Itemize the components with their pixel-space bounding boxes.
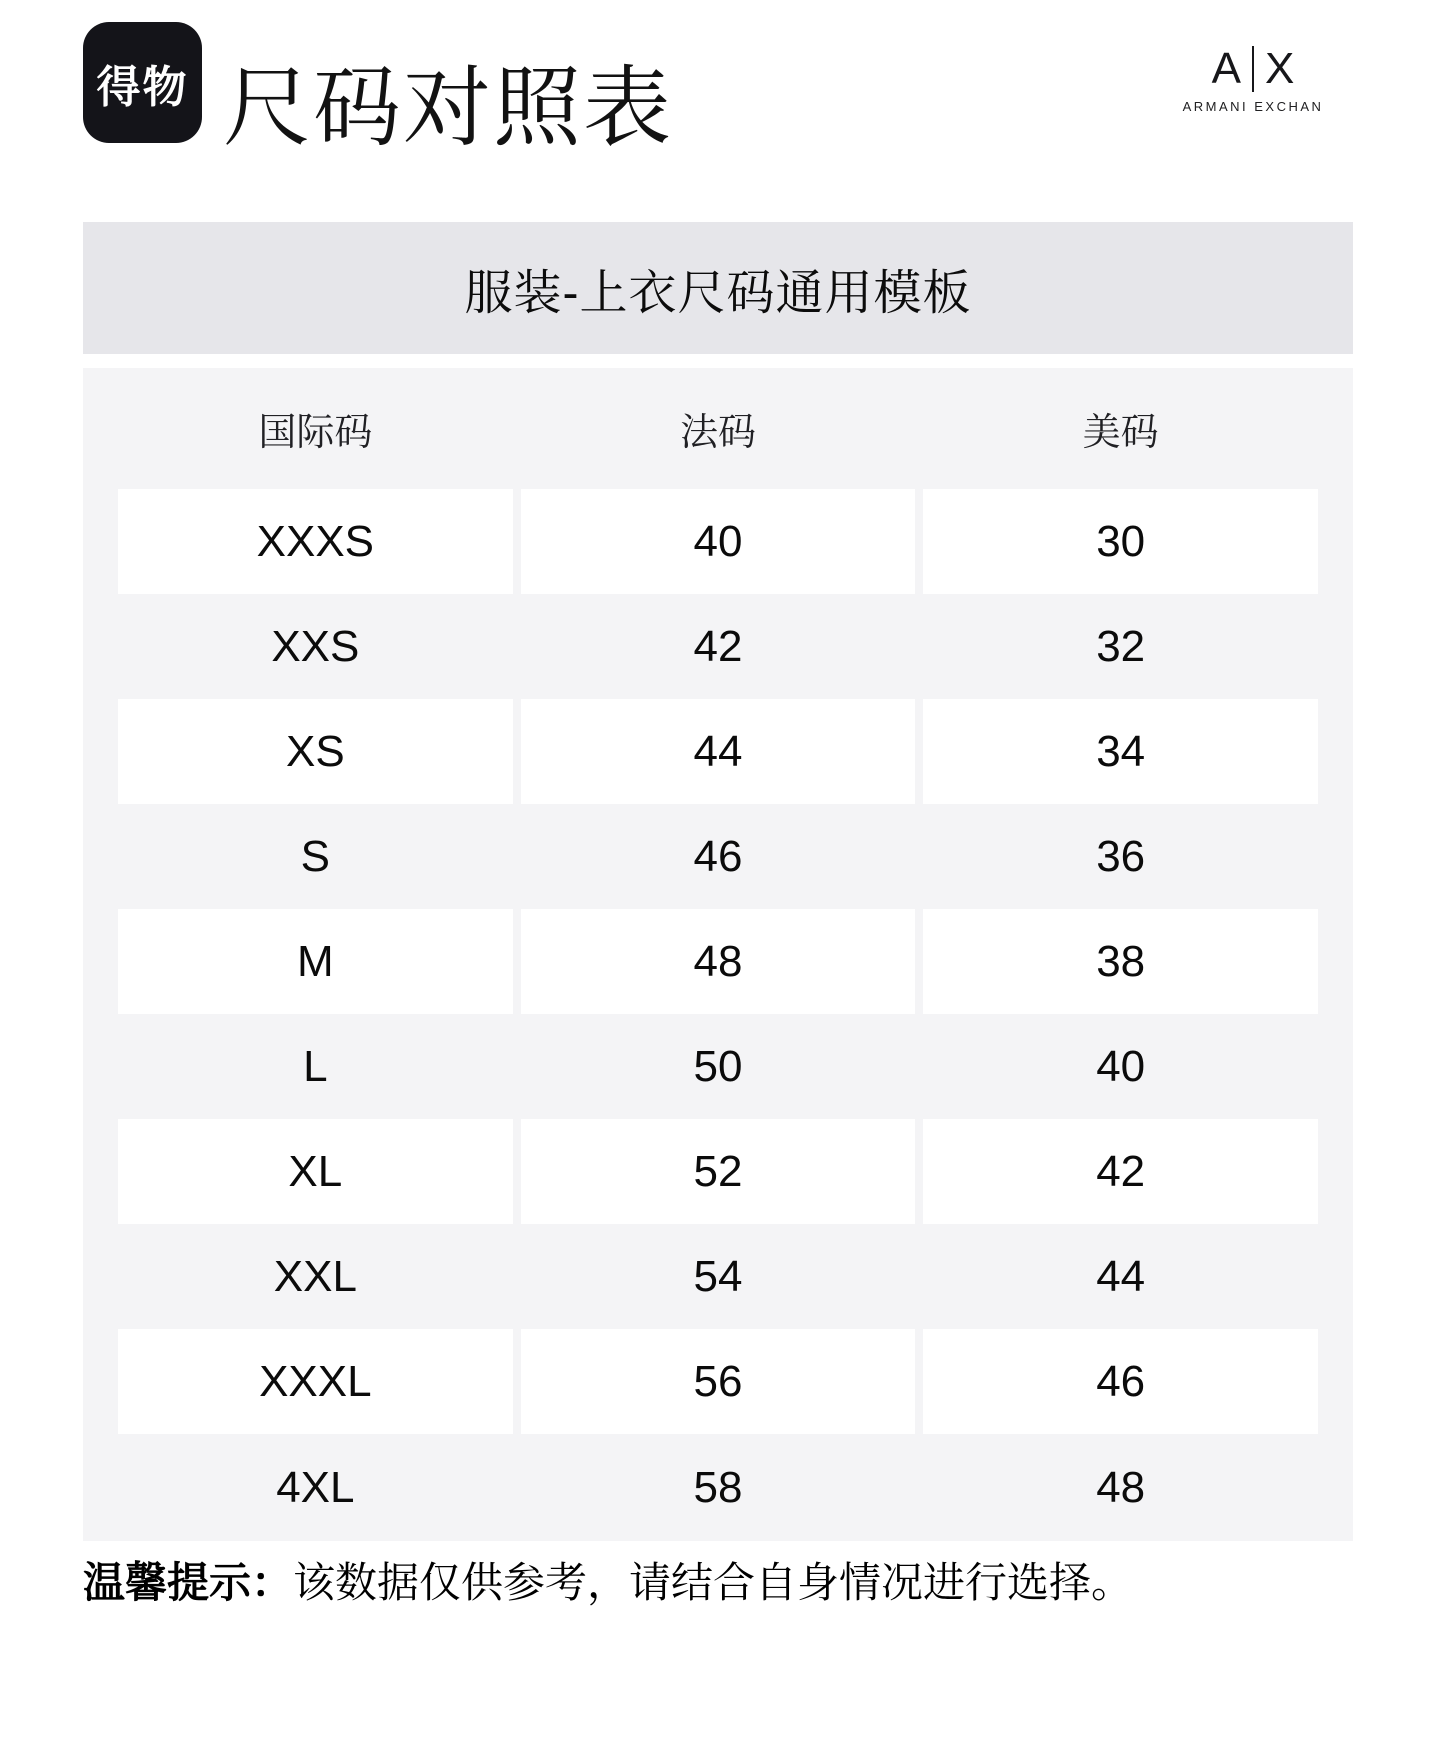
cell-intl-size: XXL [273, 1251, 357, 1301]
cell-us-size: 40 [1096, 1041, 1146, 1091]
cell-fr-size: 50 [693, 1041, 743, 1091]
cell-intl-size: XS [118, 699, 513, 804]
cell-intl-size: XL [118, 1119, 513, 1224]
column-header-intl: 国际码 [258, 412, 373, 454]
template-banner [83, 222, 1353, 354]
table-row [118, 804, 1318, 909]
cell-us-size: 30 [923, 489, 1318, 594]
cell-us-size: 44 [1096, 1251, 1146, 1301]
table-row [118, 1329, 1318, 1434]
column-header-us: 美码 [1082, 412, 1159, 454]
table-row [118, 909, 1318, 1014]
table-row [118, 1434, 1318, 1541]
cell-intl-size: L [303, 1041, 328, 1091]
size-table [83, 368, 1353, 1541]
cell-intl-size: 4XL [276, 1462, 355, 1512]
disclaimer-label: 温馨提示： [83, 1559, 294, 1606]
column-header-fr: 法码 [680, 412, 757, 454]
cell-fr-size: 54 [693, 1251, 743, 1301]
disclaimer-note [83, 1557, 1133, 1610]
cell-fr-size: 52 [521, 1119, 916, 1224]
size-table-header [83, 368, 1353, 489]
table-row [118, 1014, 1318, 1119]
cell-fr-size: 42 [693, 621, 743, 671]
table-row [118, 1224, 1318, 1329]
cell-fr-size: 48 [521, 909, 916, 1014]
table-row [118, 1119, 1318, 1224]
table-row [118, 489, 1318, 594]
cell-intl-size: XXXL [118, 1329, 513, 1434]
cell-intl-size: S [300, 831, 331, 881]
cell-fr-size: 58 [693, 1462, 743, 1512]
cell-us-size: 46 [923, 1329, 1318, 1434]
cell-intl-size: XXXS [118, 489, 513, 594]
brand-letter-a: A [1211, 44, 1241, 93]
cell-us-size: 36 [1096, 831, 1146, 881]
cell-us-size: 38 [923, 909, 1318, 1014]
brand-ax-mark [1178, 46, 1328, 92]
brand-name: ARMANI EXCHAN [1182, 99, 1324, 114]
cell-us-size: 42 [923, 1119, 1318, 1224]
cell-intl-size: XXS [271, 621, 360, 671]
brand-divider-bar [1252, 46, 1254, 92]
dewu-logo [83, 22, 202, 143]
table-row [118, 594, 1318, 699]
template-banner-title: 服装-上衣尺码通用模板 [464, 266, 972, 320]
cell-fr-size: 44 [521, 699, 916, 804]
cell-us-size: 34 [923, 699, 1318, 804]
page-title: 尺码对照表 [223, 58, 674, 157]
dewu-logo-text: 得物 [96, 62, 189, 112]
table-row [118, 699, 1318, 804]
brand-logo [1178, 46, 1328, 114]
cell-fr-size: 56 [521, 1329, 916, 1434]
cell-intl-size: M [118, 909, 513, 1014]
cell-fr-size: 40 [521, 489, 916, 594]
cell-us-size: 48 [1096, 1462, 1146, 1512]
disclaimer-text: 该数据仅供参考，请结合自身情况进行选择。 [293, 1559, 1134, 1606]
cell-us-size: 32 [1096, 621, 1146, 671]
cell-fr-size: 46 [693, 831, 743, 881]
brand-letter-x: X [1265, 44, 1295, 93]
